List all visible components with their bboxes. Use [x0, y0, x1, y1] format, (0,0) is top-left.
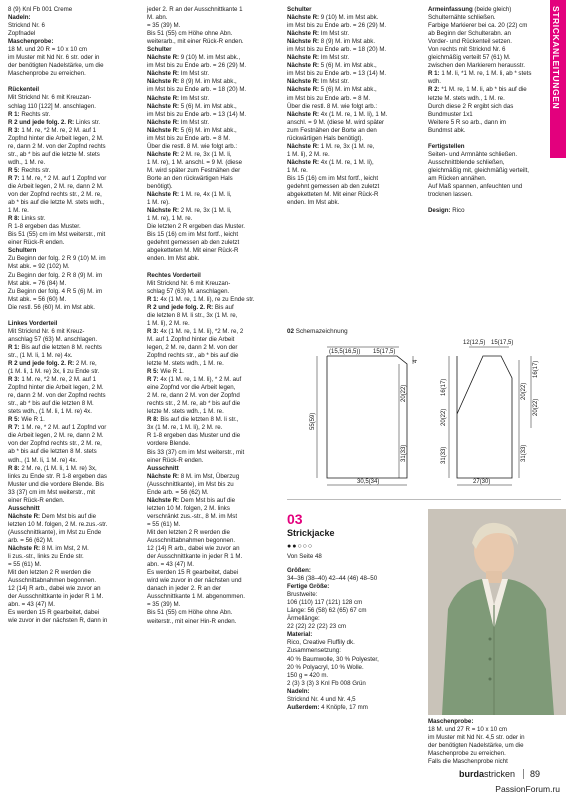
text-line: ab Beginn der Schulterabn. an: [428, 30, 511, 38]
text-line: Rückenteil: [8, 86, 40, 94]
text-line: Mst abk. = 92 (102) M.: [8, 263, 70, 271]
text-line: Maschenprobe zu erreichen.: [8, 70, 86, 78]
footer-brand-light: stricken: [483, 769, 515, 779]
text-line: Auf Maß spannen, anfeuchten und: [428, 182, 523, 190]
text-line: (Ausschnittkante), im Mst zu Ende: [8, 528, 102, 536]
text-line: Nächste R: Im Mst str.: [287, 30, 350, 38]
back-width: 30,5(34): [357, 479, 380, 485]
text-line: im Mst bis zu Ende arb. = 13 (14) M.: [287, 70, 387, 78]
text-line: Nächste R: Im Mst str.: [147, 70, 210, 78]
text-line: re, dann 2 M. von der Zopfnd rechts: [8, 142, 106, 150]
text-line: R 2: *1 M. re, 1 M. li, ab * bis auf die: [428, 86, 527, 94]
spacer: [147, 264, 281, 272]
text-line: li zus.-str., links zu Ende str.: [8, 553, 84, 561]
text-line: Nächste R: 2 M. re, 3x (1 M. li,: [147, 150, 232, 158]
text-line: R 3: 1 M. re, *2 M. re, 2 M. auf 1: [8, 126, 97, 134]
text-line: R 7: 1 M. re, * 2 M. auf 1 Zopfnd vor: [8, 424, 107, 432]
back-shoulder-drop: 4: [413, 359, 419, 363]
schema-number: 02: [287, 328, 295, 335]
text-line: ab * bis auf die letzten 8 M. stets: [8, 448, 97, 456]
text-line: anschl. = 9 M. (diese M. wird später: [287, 118, 385, 126]
text-line: 2 (3) 3 (3) 3 Knl Fb 008 Grün: [287, 679, 366, 687]
text-line: benötigt).: [147, 183, 173, 191]
text-line: links zu Ende str. R 1-8 ergeben das: [8, 472, 107, 480]
text-line: von der Zopfnd rechts str., 2 M. re,: [8, 191, 102, 199]
text-line: Zopfnd rechts str., ab * bis auf die: [147, 351, 239, 359]
text-line: die letzten 8 M. li str., 3x (1 M. re,: [147, 311, 238, 319]
text-line: Es werden 15 R gearbeitet, dabei: [147, 569, 239, 577]
text-line: 3x (1 M. re, 1 M. li), 2 M. re.: [147, 424, 223, 432]
spacer: [428, 199, 546, 207]
text-line: abn. = 43 (47) M.: [147, 561, 194, 569]
front-neck-width: 12(12,5): [463, 340, 486, 346]
text-line: die Arbeit legen, 2 M. re, dann 2 M.: [8, 432, 104, 440]
text-line: gedehnt gemessen ab den zuletzt: [287, 183, 380, 191]
back-neck-width: (15,5(16,5)): [329, 349, 361, 355]
text-line: Nächste R: 4x (1 M. re, 1 M. li),: [287, 158, 374, 166]
spacer: [8, 78, 142, 86]
page-reference-text: Von Seite 48: [287, 553, 322, 560]
text-line: letzten 10 M. folgen, 2 M. links: [147, 504, 230, 512]
column-3b: [287, 559, 423, 712]
text-line: im Muster mit Nd Nr. 6 str. oder in: [8, 54, 100, 62]
text-line: Nächste R: Dem Mst bis auf die: [8, 512, 97, 520]
text-line: Material:: [287, 631, 313, 639]
page-footer: [459, 769, 540, 779]
text-line: R 1-8 ergeben das Muster.: [8, 223, 81, 231]
text-line: abgeketteten M. Mit einer Rück-R: [287, 191, 379, 199]
front-armhole-depth: 20(22): [533, 398, 539, 416]
text-line: Mit Stricknd Nr. 6 mit Kreuzan-: [147, 279, 231, 287]
section-divider: [287, 499, 561, 500]
text-line: arb. = 56 (62) M.: [8, 537, 54, 544]
text-line: R 8: Bis auf die letzten 8 M. li str.,: [147, 416, 239, 424]
text-line: Die restl. 56 (60) M. im Mst abk.: [8, 303, 96, 311]
text-line: R 1: 1 M. li, *1 M. re, 1 M. li, ab * stets: [428, 70, 532, 78]
text-line: str., ab * bis auf die letzte M. stets: [8, 150, 100, 158]
text-line: Schultern: [8, 247, 37, 255]
text-line: im Mst bis zu Ende arb. = 18 (20) M.: [147, 86, 247, 94]
text-line: Brustweite:: [287, 591, 318, 599]
text-line: 1 M. re), 1 M. re.: [147, 215, 193, 223]
schema-title: Schemazeichnung: [295, 328, 348, 335]
text-line: Zusammensetzung:: [287, 647, 341, 655]
text-line: zum Festnähen der Borte an den: [287, 126, 377, 134]
text-line: R 5: Wie R 1.: [8, 416, 45, 424]
text-line: R 3: 4x (1 M. re, 1 M. li), *2 M. re, 2: [147, 327, 244, 335]
text-line: Bis 33 (37) cm im Mst weiterstr., mit: [147, 448, 245, 456]
text-line: stets wdh., (1 M. li, 1 M. re) 4x.: [8, 408, 92, 416]
text-line: wird wie zuvor in der nächsten und: [147, 577, 242, 585]
front-shoulder-width: 15(17,5): [491, 340, 514, 346]
text-line: 18 M. und 20 R = 10 x 10 cm: [8, 46, 88, 54]
text-line: M. abn.: [147, 14, 168, 22]
text-line: Maschenprobe:: [8, 38, 54, 46]
text-line: gleichmäßig mit, gleichmäßig verteilt,: [428, 166, 530, 174]
text-line: der benötigten Nadelstärke, um die: [428, 742, 524, 750]
text-line: Nächste R: 5 (6) M. im Mst abk.,: [287, 86, 377, 94]
text-line: wie zuvor in der nächsten R, dann in: [8, 617, 108, 625]
text-line: R 1: Rechts str.: [8, 110, 51, 118]
text-line: Schulter: [147, 46, 172, 54]
text-line: Bundmuster 1x1: [428, 110, 473, 118]
text-line: Die letzten 2 R ergeben das Muster.: [147, 223, 245, 231]
text-line: Nächste R: 4x (1 M. re, 1 M. li), 1 M.: [287, 110, 388, 118]
front-armhole-height: 20(22): [441, 408, 447, 426]
text-line: Mit Stricknd Nr. 6 mit Kreuz-: [8, 327, 85, 335]
text-line: Es werden 15 R gearbeitet, dabei: [8, 609, 100, 617]
text-line: Vorder- und Rückenteil setzen.: [428, 38, 512, 46]
text-line: Nächste R: 8 M. im Mst, Überzug: [147, 472, 240, 480]
text-line: R 2 und jede folg. 2. R: 2 M. re,: [8, 359, 97, 367]
front-side-upper: 20(22): [521, 382, 527, 400]
text-line: = 55 (61) M.: [147, 520, 181, 528]
text-line: 150 g = 420 m.: [287, 671, 329, 679]
front-neck-depth: 16(17): [441, 378, 447, 396]
front-side-lower: 31(33): [521, 444, 527, 462]
front-piece: [441, 340, 539, 485]
text-line: jeder 2. R an der Ausschnittkante 1: [147, 6, 243, 13]
text-line: Nächste R: 5 (6) M. im Mst abk.,: [287, 62, 377, 70]
text-line: Über die restl. 8 M. wie folgt arb.:: [147, 142, 238, 150]
column-3: [287, 6, 423, 207]
text-line: Ende arb. = 56 (62) M.: [147, 488, 209, 496]
text-line: Nächste R: 1 M. re, 4x (1 M. li,: [147, 191, 232, 199]
text-line: Nächste R: 8 (9) M. im Mst abk.: [287, 38, 376, 46]
text-line: R 1: Bis auf die letzten 8 M. rechts: [8, 343, 102, 351]
text-line: ab * bis auf die letzte M. stets wdh.,: [8, 199, 105, 207]
text-line: gleichmäßig verteilt 57 (61) M.: [428, 54, 511, 62]
text-line: Nächste R: Im Mst str.: [147, 94, 210, 102]
text-line: R 7: 4x (1 M. re, 1 M. li), * 2 M. auf: [147, 376, 242, 384]
footer-brand-bold: burda: [458, 769, 484, 779]
text-line: Außerdem: 4 Knöpfe, 17 mm: [287, 703, 368, 711]
text-line: Nadeln:: [8, 14, 31, 22]
text-line: wdh., 1 M. re.: [8, 158, 46, 166]
text-line: (1 M. li, 1 M. re) 3x, li zu Ende str.: [8, 368, 100, 376]
text-line: der Ausschnittkante in jeder R 1 M.: [8, 593, 104, 601]
text-line: Linkes Vorderteil: [8, 319, 58, 327]
text-line: schlag 57 (63) M. anschlagen.: [147, 287, 230, 295]
text-line: Durch diese 2 R ergibt sich das: [428, 102, 514, 110]
text-line: 12 (14) R arb., dabei wie zuvor an: [147, 545, 240, 553]
text-line: 1 M. li), 2 M. re.: [287, 150, 330, 158]
text-line: 1 M. li), 2 M. re.: [147, 319, 190, 327]
text-line: = 55 (61) M.: [8, 561, 42, 569]
column-4b: [428, 718, 564, 766]
text-line: Ausschnittabnahmen begonnen.: [147, 537, 236, 545]
text-line: rückwärtigen Hals benötigt).: [287, 134, 364, 142]
text-line: wdh.: [428, 78, 441, 86]
text-line: R 2 und jede folg. 2. R: Bis auf: [147, 303, 234, 311]
text-line: R 8: Links str.: [8, 215, 46, 223]
text-line: 34–36 (38–40) 42–44 (46) 48–50: [287, 575, 378, 583]
text-line: Armeinfassung (beide gleich): [428, 6, 512, 13]
text-line: rechts str., 2 M. re, ab * bis auf die: [147, 400, 241, 408]
text-line: R 1-8 ergeben das Muster und die: [147, 432, 241, 440]
back-total-height: 55(59): [310, 412, 316, 430]
text-line: im Mst bis zu Ende arb. = 13 (14) M.: [147, 110, 247, 118]
text-line: R 2 und jede folg. 2. R: Links str.: [8, 118, 101, 126]
text-line: weiterarb., mit einer Rück-R enden.: [147, 38, 244, 46]
text-line: im Mst bis zu Ende arb. = 8 M.: [147, 134, 231, 142]
back-armhole-height: 20(22): [401, 384, 407, 402]
text-line: einer Rück-R enden.: [8, 239, 65, 247]
difficulty-rating: [287, 543, 313, 550]
text-line: Rechtes Vorderteil: [147, 271, 201, 279]
text-line: R 8: 2 M. re, (1 M. li, 1 M. re) 3x,: [8, 464, 97, 472]
text-line: Stricknd Nr. 6: [8, 22, 45, 30]
watermark: PassionForum.ru: [495, 784, 560, 794]
text-line: Bundmst abk.: [428, 126, 466, 134]
text-line: Zopfnadel: [8, 30, 36, 38]
text-line: Zu Beginn der folg. 4 R 5 (6) M. im: [8, 287, 103, 295]
text-line: Nächste R: 2 M. re, 3x (1 M. li,: [147, 207, 232, 215]
text-line: Ausschnittabnahmen begonnen.: [8, 577, 97, 585]
text-line: R 5: Rechts str.: [8, 166, 51, 174]
text-line: Muster und die vordere Blende. Bis: [8, 480, 104, 488]
text-line: Nächste R: Im Mst str.: [147, 118, 210, 126]
text-line: Fertigstellen: [428, 142, 465, 150]
difficulty-dots: ●●○○○: [287, 543, 314, 550]
text-line: Ärmellänge:: [287, 615, 320, 623]
text-line: letzte M. stets wdh., 1 M. re.: [428, 94, 505, 102]
text-line: schlag 110 [122] M. anschlagen.: [8, 102, 96, 110]
text-line: verschränkt zus.-str., 8 M. im Mst: [147, 512, 238, 520]
text-line: 2 M. re, dann 2 M. von der Zopfnd: [147, 392, 240, 400]
text-line: Maschenprobe:: [428, 718, 474, 725]
text-line: = 35 (39) M.: [147, 601, 181, 609]
text-line: 40 % Baumwolle, 30 % Polyester,: [287, 655, 379, 663]
text-line: Zu Beginn der folg. 2 R 8 (9) M. im: [8, 271, 103, 279]
text-line: Design: Rico: [428, 207, 465, 215]
text-line: = 35 (39) M.: [147, 22, 181, 30]
back-body-height: 31(33): [401, 444, 407, 462]
pattern-number: 03: [287, 511, 303, 527]
text-line: letzten 10 M. folgen, 2 M. re.zus.-str.: [8, 520, 108, 528]
page-number: 89: [523, 769, 540, 779]
text-line: trocknen lassen.: [428, 191, 473, 199]
text-line: Borte an den rückwärtigen Hals: [147, 174, 233, 182]
text-line: der benötigten Nadelstärke, um die: [8, 62, 104, 70]
text-line: M. wird später zum Festnähen der: [147, 166, 241, 174]
text-line: einer Rück-R enden.: [147, 456, 204, 464]
text-line: Zopfnd hinter die Arbeit legen, 2 M.: [8, 384, 104, 392]
text-line: Über die restl. 8 M. wie folgt arb.:: [287, 102, 378, 110]
text-line: im Muster mit Nd Nr. 4,5 str. oder in: [428, 734, 525, 742]
text-line: Weitere 5 R so arb., dann im: [428, 118, 507, 126]
text-line: Mit den letzten 2 R werden die: [8, 569, 91, 577]
text-line: Bis 15 (16) cm im Mst fortf., leicht: [287, 174, 379, 182]
text-line: Bis 15 (16) cm im Mst fortf., leicht: [147, 231, 239, 239]
text-line: zwischen den Markierern herausstr.: [428, 62, 525, 70]
text-line: Mit Stricknd Nr. 6 mit Kreuzan-: [8, 94, 92, 102]
spacer: [8, 312, 142, 320]
text-line: 8 (9) Knl Fb 001 Creme: [8, 6, 73, 13]
model-photo: [428, 509, 566, 715]
text-line: 33 (37) cm im Mst weiterstr., mit: [8, 488, 96, 496]
text-line: die Arbeit legen, 2 M. re, dann 2 M.: [8, 182, 104, 190]
text-line: M. auf 1 Zopfnd hinter die Arbeit: [147, 335, 235, 343]
text-line: Nächste R: 9 (10) M. im Mst abk.: [287, 14, 379, 22]
text-line: Nächste R: Im Mst str.: [287, 54, 350, 62]
text-line: Nächste R: 5 (6) M. im Mst abk.,: [147, 126, 237, 134]
text-line: letzte M. stets wdh., 1 M. re.: [147, 360, 224, 368]
text-line: 22 (22) 22 (22) 23 cm: [287, 623, 347, 631]
spacer: [287, 559, 423, 567]
text-line: Mst abk. = 76 (84) M.: [8, 279, 67, 287]
front-width: 27(30): [473, 479, 491, 485]
text-line: Mit den letzten 2 R werden die: [147, 529, 230, 536]
text-line: 18 M. und 27 R = 10 x 10 cm: [428, 726, 508, 734]
column-4: [428, 6, 546, 215]
text-line: enden. Im Mst abk.: [287, 199, 340, 207]
column-2: [147, 6, 281, 626]
schema-label: [287, 328, 348, 335]
text-line: Länge: 56 (58) 62 (65) 67 cm: [287, 607, 367, 615]
text-line: einer Rück-R enden.: [8, 496, 65, 504]
text-line: R 3: 1 M. re, *2 M. re, 2 M. auf 1: [8, 376, 97, 384]
text-line: Schulter: [287, 6, 312, 13]
text-line: von der Zopfnd rechts str., 2 M. re,: [8, 440, 102, 448]
text-line: Farbige Markierer bei ca. 20 (22) cm: [428, 22, 528, 30]
text-line: Bis 51 (55) cm Höhe ohne Abn.: [147, 609, 233, 617]
text-line: 1 M. re.: [8, 207, 29, 215]
text-line: R 7: 1 M. re, * 2 M. auf 1 Zopfnd vor: [8, 174, 107, 182]
front-shoulder-height: 16(17): [533, 360, 539, 378]
text-line: wdh., (1 M. li, 1 M. re) 4x.: [8, 456, 78, 464]
text-line: Nächste R: Im Mst str.: [287, 78, 350, 86]
text-line: Nächste R: 8 (9) M. im Mst abk.,: [147, 78, 237, 86]
text-line: str., (1 M. li, 1 M. re) 4x.: [8, 351, 73, 359]
text-line: am Rücken annähen.: [428, 174, 487, 182]
text-line: Zopfnd hinter die Arbeit legen, 2 M.: [8, 134, 104, 142]
text-line: Ausschnitt: [8, 504, 40, 512]
text-line: (Ausschnittkante), im Mst bis zu: [147, 480, 234, 488]
text-line: der Ausschnittkante in jeder R 1 M.: [147, 553, 243, 561]
text-line: 12 (14) R arb., dabei wie zuvor an: [8, 585, 101, 593]
text-line: Maschenprobe zu erreichen.: [428, 750, 506, 758]
schematic-svg: [287, 338, 559, 490]
text-line: 106 (110) 117 (121) 128 cm: [287, 599, 363, 607]
text-line: Ausschnittkante 1 M. abgenommen.: [147, 593, 245, 601]
text-line: Nadeln:: [287, 687, 310, 695]
text-line: Nächste R: 5 (6) M. im Mst abk.,: [147, 102, 237, 110]
text-line: Rico, Creative Fluffily dk.: [287, 639, 355, 647]
text-line: danach in jeder 2. R an der: [147, 585, 222, 593]
text-line: Von rechts mit Stricknd Nr. 6: [428, 46, 506, 54]
text-line: Nächste R: 8 M. im Mst, 2 M.: [8, 545, 89, 553]
text-line: anschlag 57 (63) M. anschlagen.: [8, 335, 98, 343]
text-line: legen, 2 M. re, dann 2 M. von der: [147, 343, 238, 351]
text-line: Nächste R: Dem Mst bis auf die: [147, 496, 236, 504]
text-line: Seiten- und Armnähte schließen.: [428, 150, 518, 158]
back-shoulder-width: 15(17,5): [373, 349, 396, 355]
text-line: letzte M. stets wdh., 1 M. re.: [147, 408, 224, 416]
text-line: 20 % Polyacryl, 10 % Wolle.: [287, 663, 364, 671]
text-line: R 5: Wie R 1.: [147, 368, 184, 376]
text-line: Mst abk. = 56 (60) M.: [8, 295, 67, 303]
text-line: gedehnt gemessen ab den zuletzt: [147, 239, 240, 247]
spacer: [428, 135, 546, 143]
text-line: Ausschnittblende schließen,: [428, 158, 505, 166]
section-tab: [550, 0, 566, 158]
text-line: eine Zopfnd vor die Arbeit legen,: [147, 384, 236, 392]
text-line: Bis 51 (55) cm im Mst weiterstr., mit: [8, 231, 106, 239]
front-body-height: 31(33): [441, 446, 447, 464]
text-line: Nächste R: 1 M. re, 3x (1 M. re,: [287, 142, 375, 150]
text-line: Stricknd Nr. 4 und Nr. 4,5: [287, 695, 356, 703]
text-line: im Mst bis zu Ende arb. = 8 M.: [287, 94, 371, 102]
text-line: abgeketteten M. Mit einer Rück-R: [147, 247, 239, 255]
text-line: im Mst bis zu Ende arb. = 26 (29) M.: [287, 22, 387, 30]
schematic-drawing: [287, 338, 559, 495]
text-line: Falls die Maschenprobe nicht: [428, 758, 508, 766]
text-line: Bis 51 (55) cm Höhe ohne Abn.: [147, 30, 233, 38]
text-line: abn. = 43 (47) M.: [8, 601, 55, 609]
text-line: im Mst bis zu Ende arb. = 26 (29) M.: [147, 62, 247, 70]
section-tab-label: STRICKANLEITUNGEN: [551, 6, 561, 110]
text-line: re, dann 2 M. von der Zopfnd rechts: [8, 392, 106, 400]
text-line: str., ab * bis auf die letzten 8 M.: [8, 400, 94, 408]
model-photo-illustration: [428, 509, 566, 715]
text-line: Zu Beginn der folg. 2 R 9 (10) M. im: [8, 255, 106, 263]
text-line: im Mst bis zu Ende arb. = 18 (20) M.: [287, 46, 387, 54]
back-piece: [310, 347, 419, 485]
text-line: Ausschnitt: [147, 464, 179, 472]
text-line: weiterstr., mit einer Hin-R enden.: [147, 617, 237, 625]
column-1: [8, 6, 142, 626]
text-line: Größen:: [287, 567, 311, 574]
text-line: 1 M. re), 1 M. anschl. = 9 M. (diese: [147, 158, 243, 166]
text-line: Schulternähte schließen.: [428, 14, 496, 22]
text-line: R 1: 4x (1 M. re, 1 M. li), re zu Ende str.: [147, 295, 255, 303]
text-line: 1 M. re.: [287, 166, 308, 174]
pattern-title: Strickjacke: [287, 528, 335, 538]
text-line: Nächste R: 9 (10) M. im Mst abk.,: [147, 54, 241, 62]
text-line: vordere Blende.: [147, 440, 191, 448]
text-line: 1 M. re).: [147, 199, 170, 207]
text-line: Fertige Größe:: [287, 583, 330, 591]
text-line: enden. Im Mst abk.: [147, 255, 200, 263]
